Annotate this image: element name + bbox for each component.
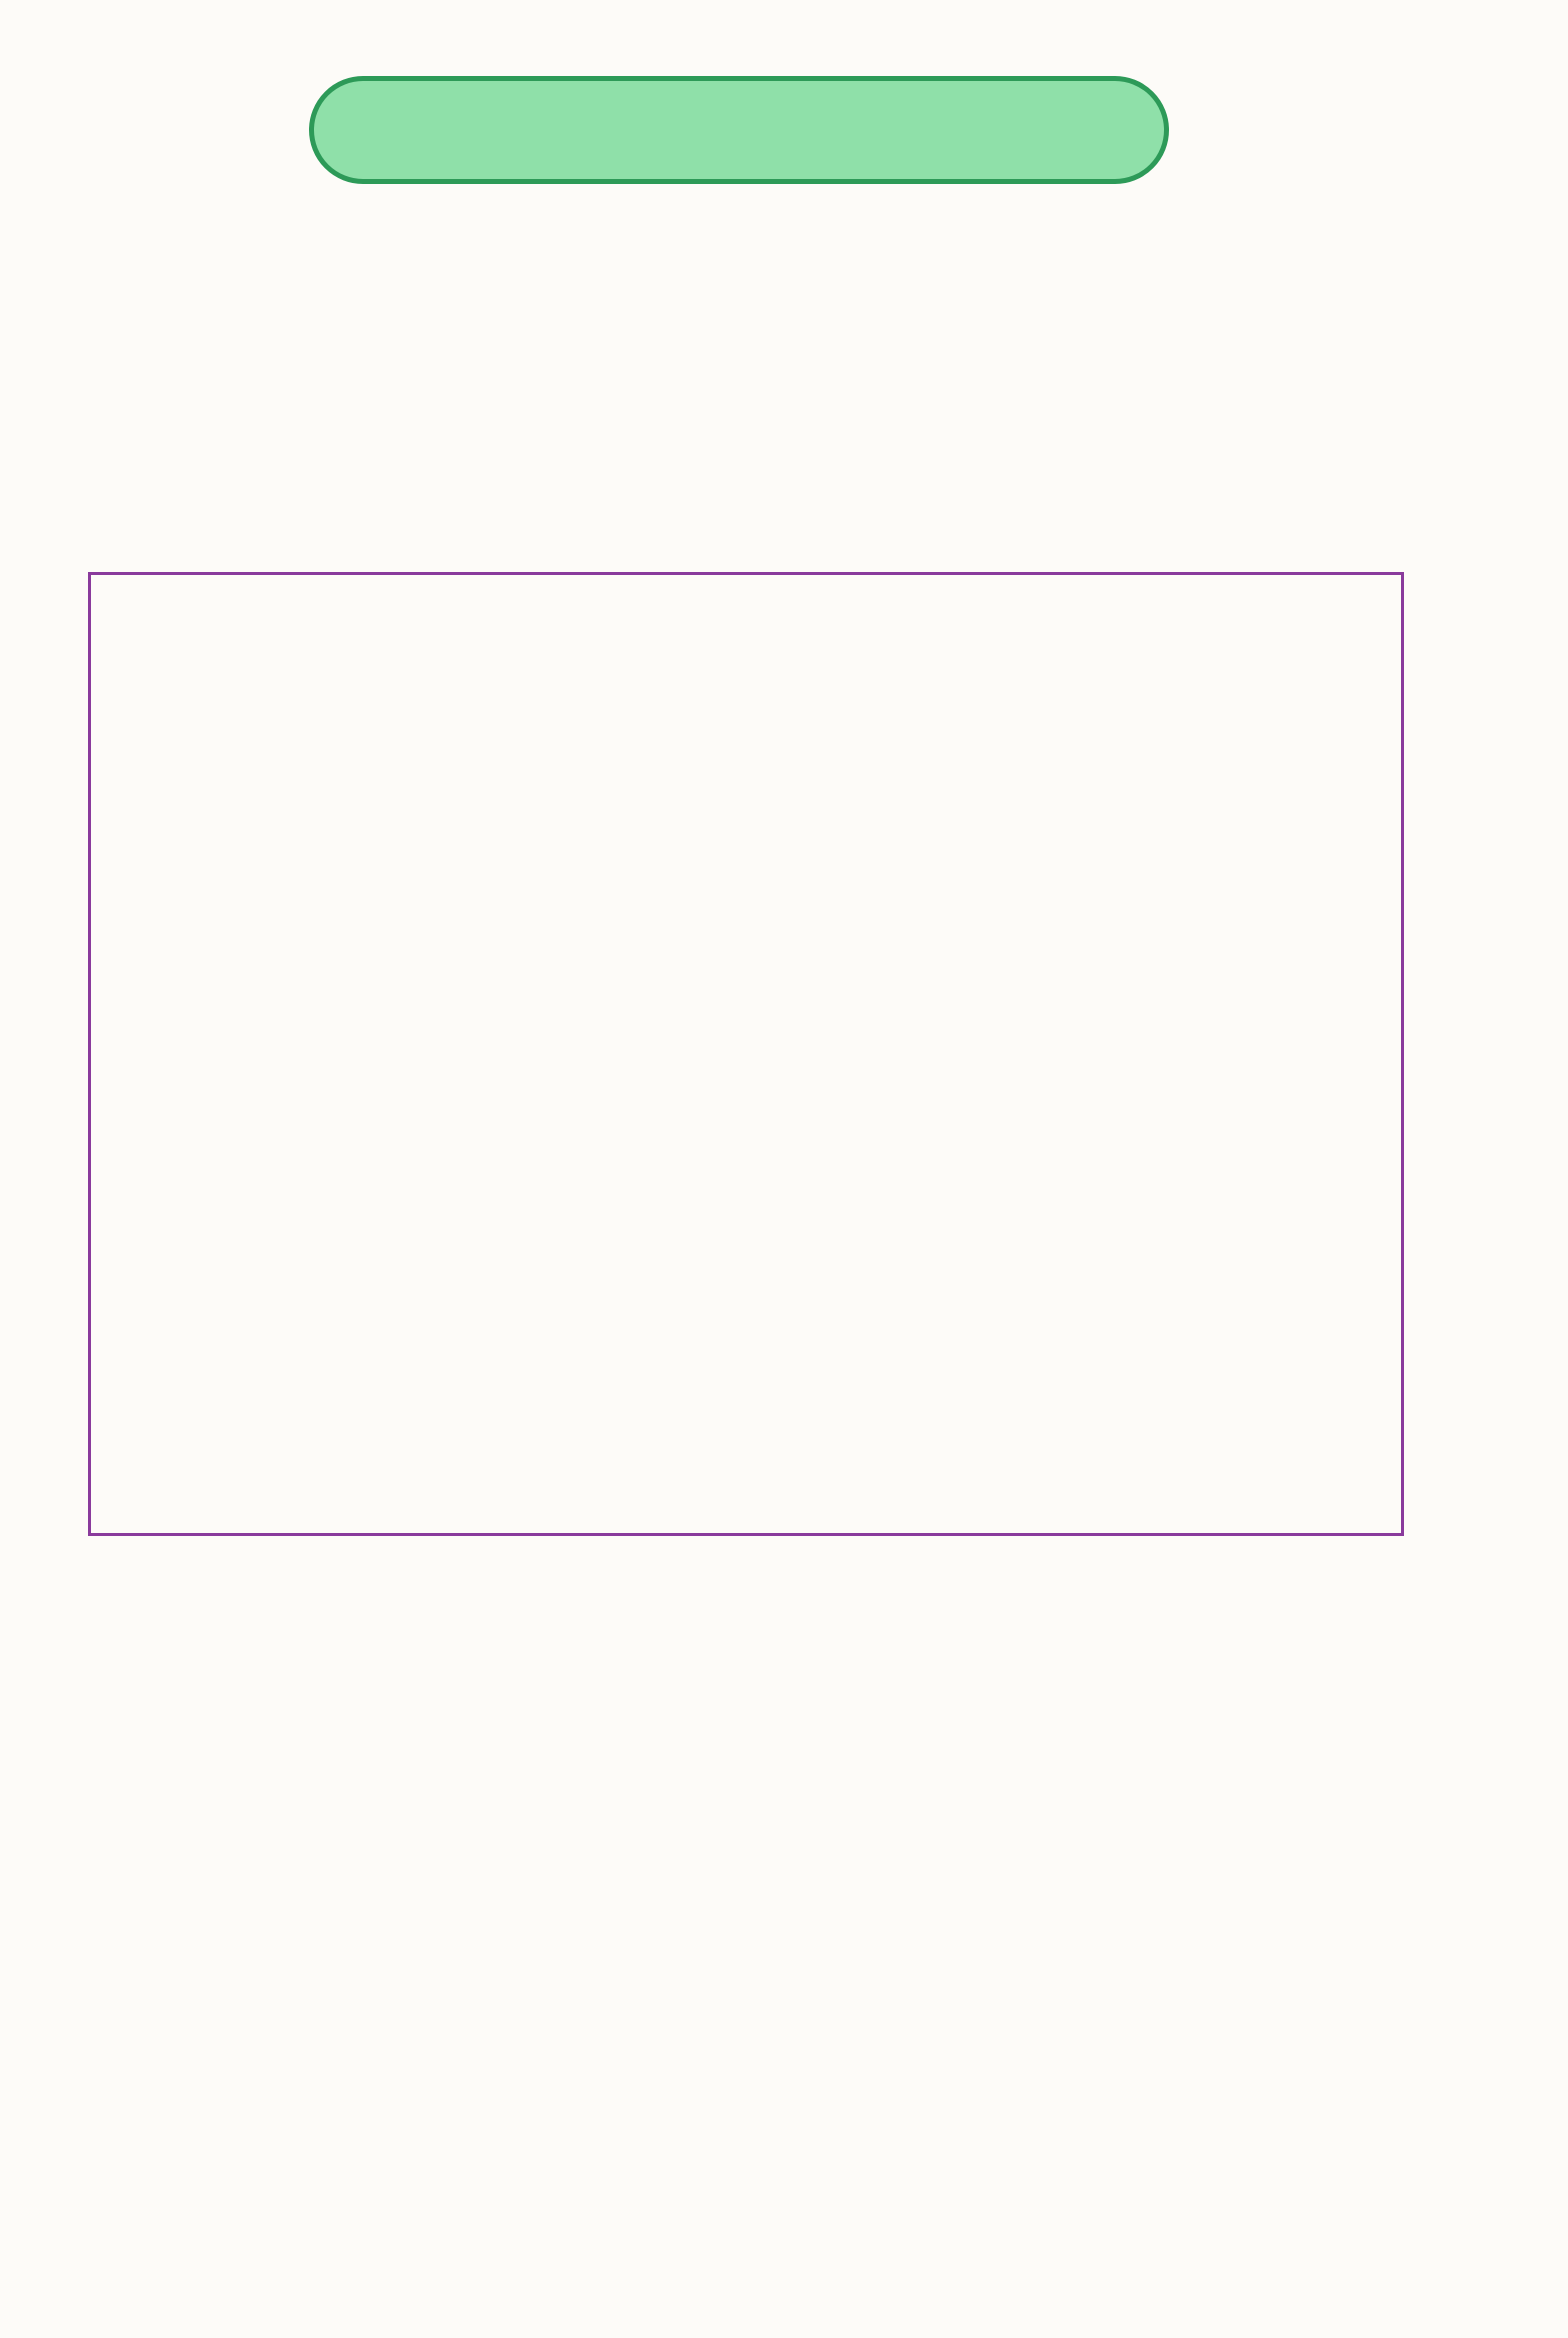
responsive-reading-box [88, 572, 1404, 1536]
page-title [309, 76, 1169, 184]
